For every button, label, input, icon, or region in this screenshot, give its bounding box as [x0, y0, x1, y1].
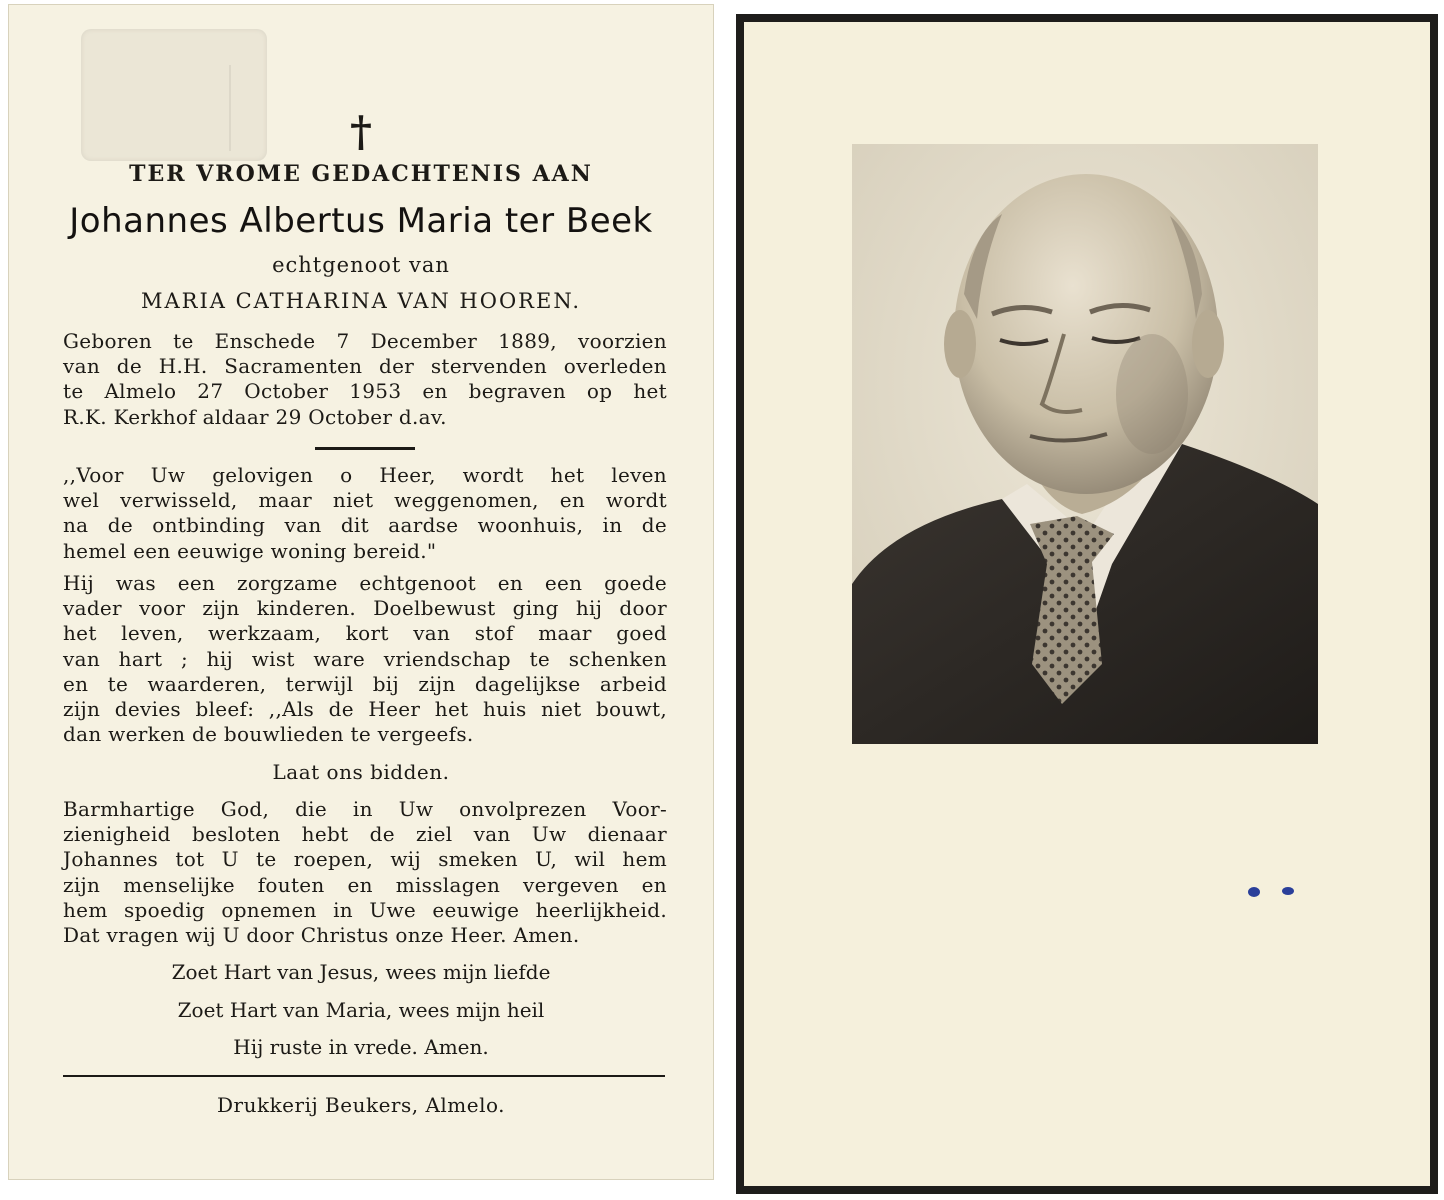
card-inner [744, 22, 1430, 1186]
paragraph-line: van hart ; hij wist ware vriendschap te schenken [63, 646, 667, 671]
prayer-paragraph [63, 797, 667, 948]
paragraph-line: van de H.H. Sacramenten der stervenden overleden [63, 354, 667, 379]
paragraph-line: wel verwisseld, maar niet weggenomen, en wordt [63, 488, 667, 513]
invocation-jesus: Zoet Hart van Jesus, wees mijn liefde [171, 960, 551, 984]
portrait-illustration [852, 144, 1318, 744]
deceased-name: Johannes Albertus Maria ter Beek [69, 201, 653, 241]
paragraph-line: vader voor zijn kinderen. Doelbewust ging hij door [63, 596, 667, 621]
paragraph-line: na de ontbinding van dit aardse woonhuis, in de [63, 513, 667, 538]
prayer-intro: Laat ons bidden. [272, 760, 450, 784]
paragraph-line: hemel een eeuwige woning bereid." [63, 538, 437, 563]
paragraph-line: dan werken de bouwlieden te vergeefs. [63, 722, 474, 747]
memorial-card-photo-side [736, 14, 1438, 1194]
paragraph-line: zijn menselijke fouten en misslagen vergeven en [63, 872, 667, 897]
paragraph-line: het leven, werkzaam, kort van stof maar goed [63, 621, 667, 646]
memorial-card-text-side [8, 4, 714, 1180]
cross-icon: † [350, 107, 372, 156]
closing-line: Hij ruste in vrede. Amen. [233, 1035, 489, 1059]
spouse-name: MARIA CATHARINA VAN HOOREN. [140, 289, 582, 313]
card-heading: TER VROME GEDACHTENIS AAN [129, 161, 593, 187]
quote-paragraph [63, 463, 667, 564]
birth-death-paragraph [63, 329, 667, 430]
life-paragraph [63, 571, 667, 747]
paragraph-line: ,,Voor Uw gelovigen o Heer, wordt het leven [63, 463, 667, 487]
paragraph-line: zienigheid besloten hebt de ziel van Uw dienaar [63, 822, 667, 847]
paragraph-line: Hij was een zorgzame echtgenoot en een goede [63, 571, 667, 595]
paragraph-line: Johannes tot U te roepen, wij smeken U, wil hem [63, 847, 667, 872]
paragraph-line: Barmhartige God, die in Uw onvolprezen Voor- [63, 797, 667, 821]
paragraph-line: hem spoedig opnemen in Uwe eeuwige heerlijkheid. [63, 897, 667, 922]
printer-credit: Drukkerij Beukers, Almelo. [216, 1093, 506, 1117]
paragraph-line: Geboren te Enschede 7 December 1889, voorzien [63, 329, 667, 353]
paragraph-line: en te waarderen, terwijl bij zijn dagelijkse arbeid [63, 671, 667, 696]
paragraph-line: R.K. Kerkhof aldaar 29 October d.av. [63, 404, 447, 429]
spouse-label: echtgenoot van [272, 253, 450, 277]
paragraph-line: te Almelo 27 October 1953 en begraven op het [63, 379, 667, 404]
invocation-maria: Zoet Hart van Maria, wees mijn heil [177, 998, 545, 1022]
ink-mark [1244, 884, 1304, 900]
divider [315, 447, 415, 450]
paragraph-line: Dat vragen wij U door Christus onze Heer. Amen. [63, 923, 580, 948]
portrait-photo [852, 144, 1318, 744]
bottom-rule [63, 1075, 665, 1077]
paragraph-line: zijn devies bleef: ,,Als de Heer het huis niet bouwt, [63, 697, 667, 722]
